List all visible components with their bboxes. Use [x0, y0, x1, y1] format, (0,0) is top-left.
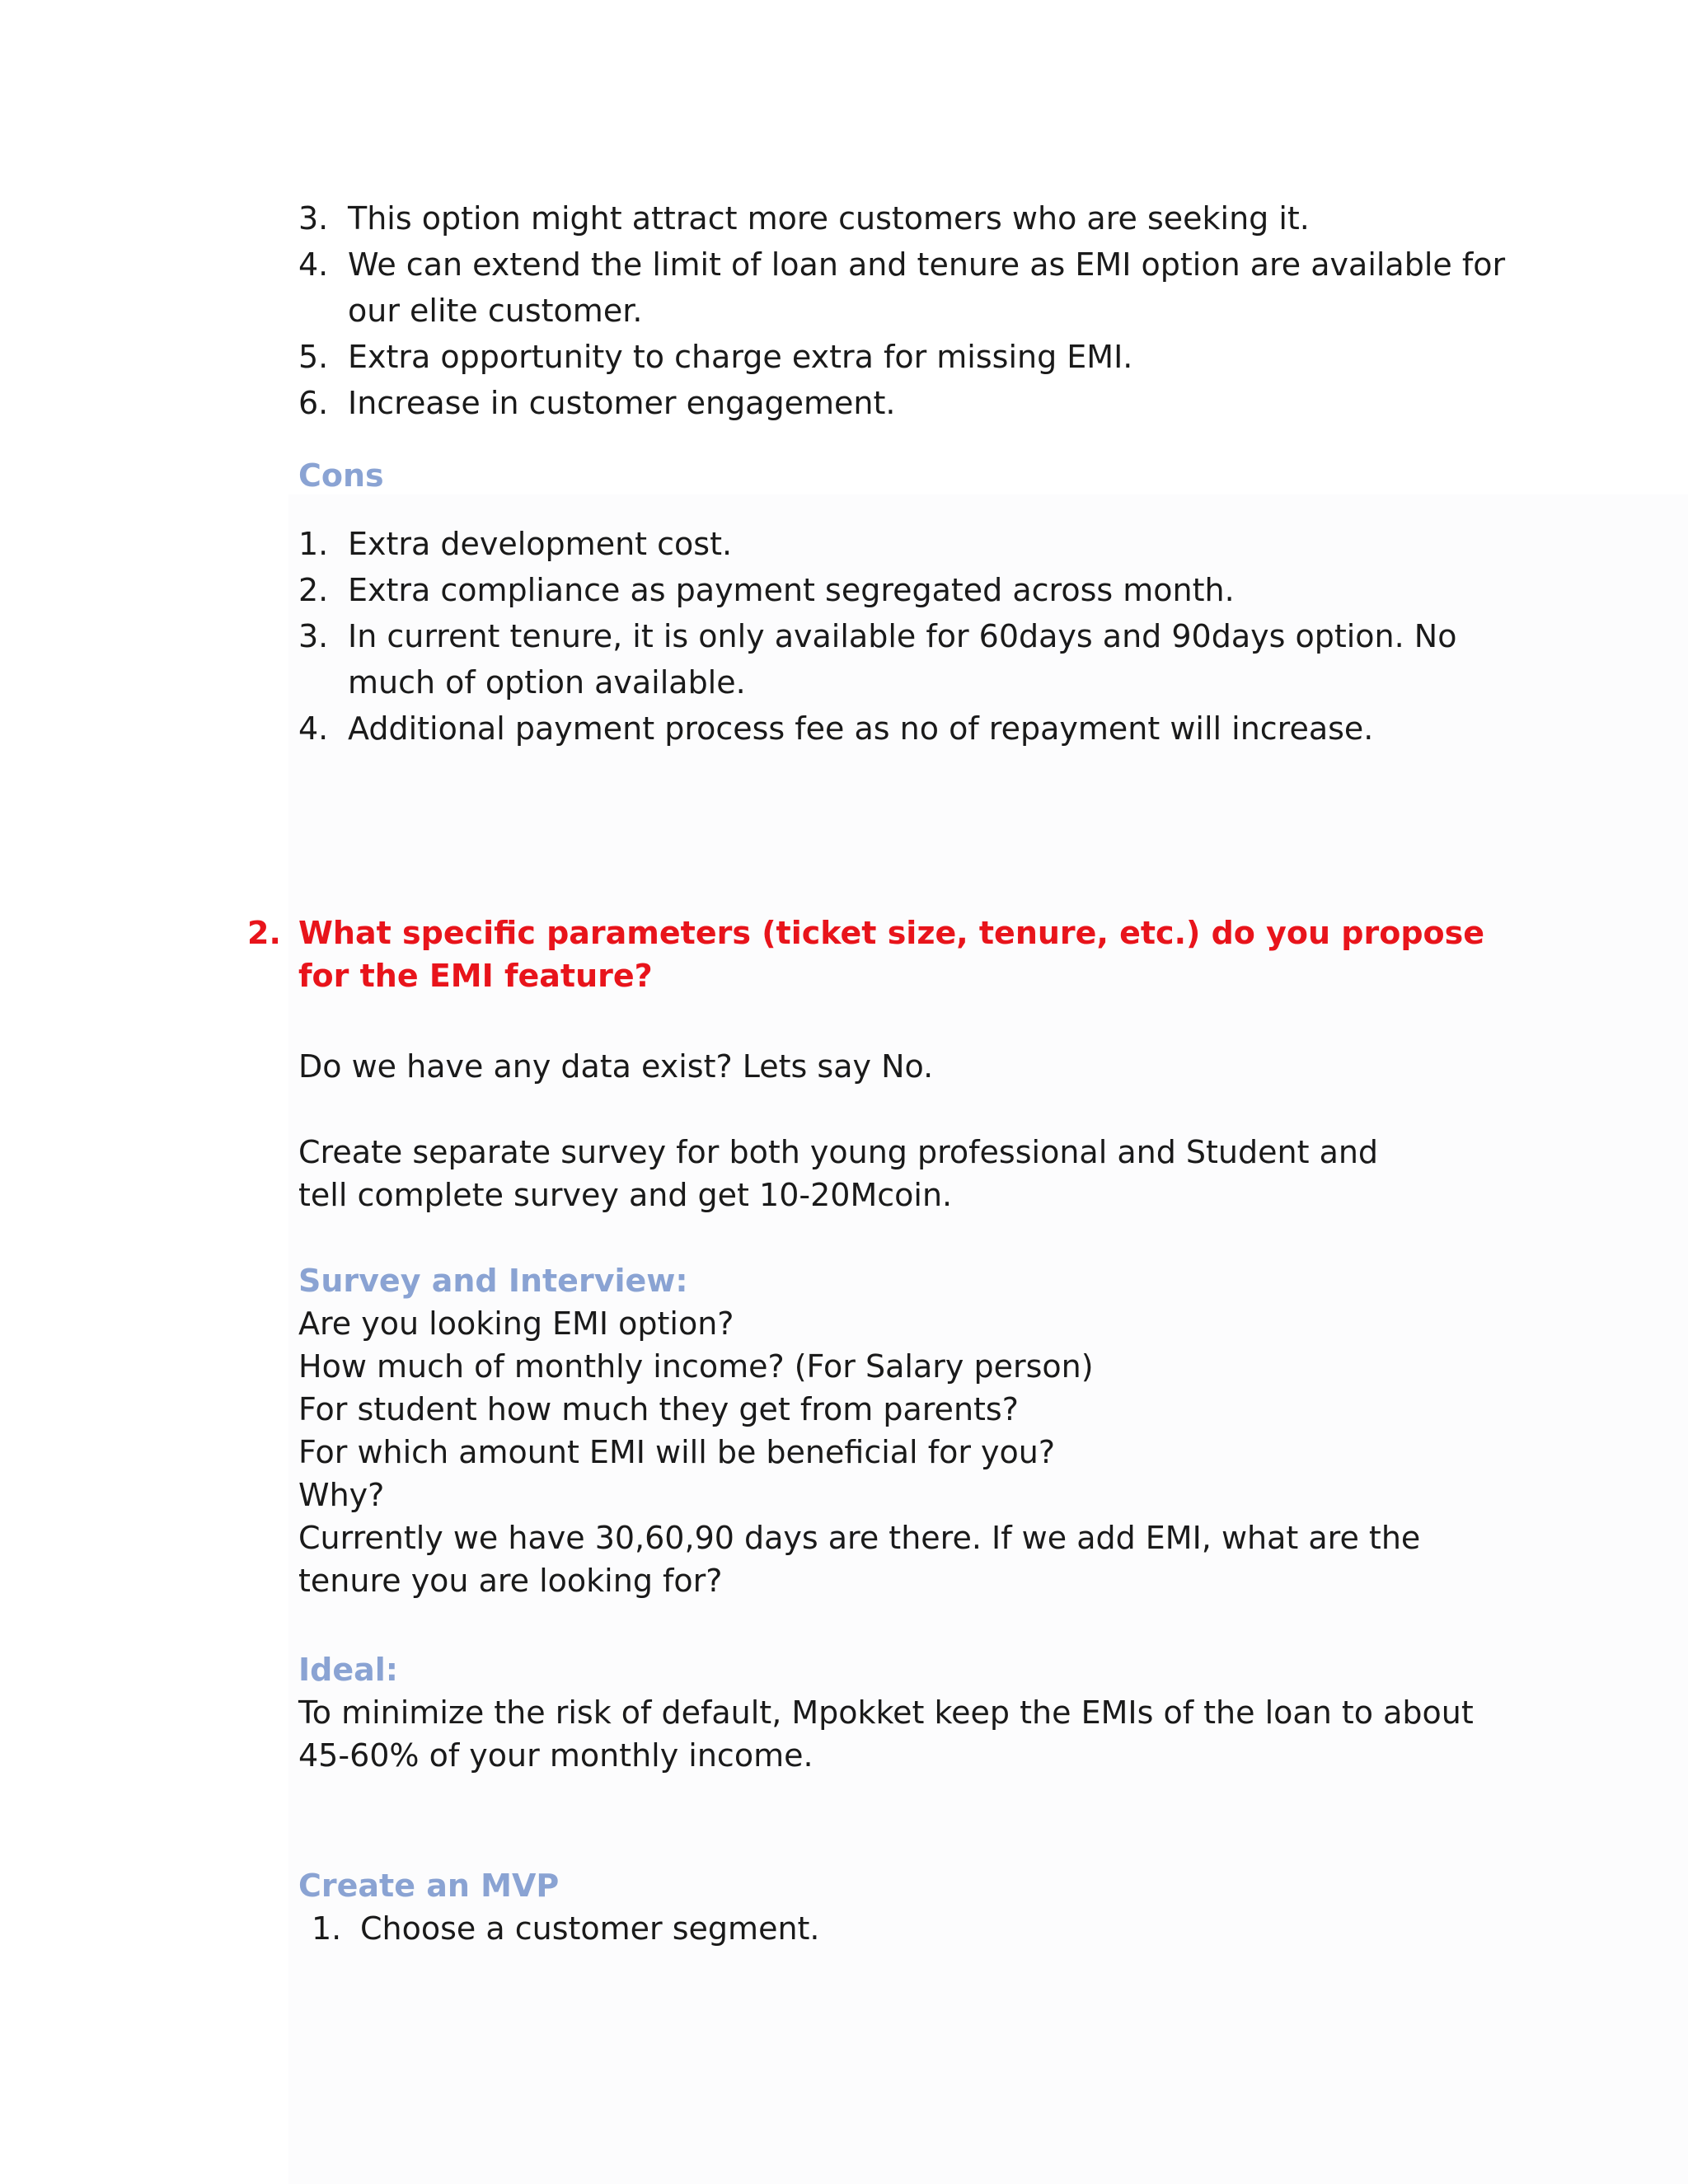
list-item: [0, 380, 1688, 426]
list-number: 4.: [298, 710, 329, 747]
list-item: [0, 195, 1688, 241]
ideal-heading: Ideal:: [298, 1652, 398, 1688]
survey-question: Currently we have 30,60,90 days are there. If we add EMI, what are the tenure you are looking for?: [298, 1520, 1421, 1599]
pros-list-section: [0, 195, 1688, 426]
survey-question: How much of monthly income? (For Salary person): [298, 1348, 1094, 1385]
cons-list-section: [0, 521, 1688, 752]
list-item: [0, 1905, 1688, 1952]
list-item: [0, 241, 1688, 334]
mvp-heading: Create an MVP: [298, 1868, 560, 1904]
data-exist-paragraph: Do we have any data exist? Lets say No.: [298, 1048, 934, 1085]
list-item: [0, 613, 1688, 705]
list-text: Extra compliance as payment segregated across month.: [348, 572, 1235, 608]
survey-questions: [298, 1302, 1485, 1602]
list-item: [0, 567, 1688, 613]
list-item: [0, 334, 1688, 380]
list-item: [0, 705, 1688, 752]
cons-heading: Cons: [298, 457, 384, 494]
survey-question: For student how much they get from parents?: [298, 1391, 1019, 1427]
mvp-list-section: [0, 1905, 1688, 1952]
list-number: 3.: [298, 200, 329, 237]
survey-question: Are you looking EMI option?: [298, 1305, 734, 1342]
list-text: We can extend the limit of loan and tenure as EMI option are available for our elite customer.: [348, 246, 1506, 329]
survey-intro-paragraph: Create separate survey for both young professional and Student and tell complete survey and get 10-20Mcoin.: [298, 1134, 1379, 1213]
survey-question: For which amount EMI will be beneficial for you?: [298, 1434, 1056, 1470]
list-text: Extra opportunity to charge extra for missing EMI.: [348, 339, 1133, 375]
cons-list: [0, 521, 1688, 752]
list-text: Choose a customer segment.: [360, 1910, 820, 1947]
list-item: [0, 521, 1688, 567]
pros-list: [0, 195, 1688, 426]
list-number: 2.: [298, 572, 329, 608]
ideal-paragraph: To minimize the risk of default, Mpokket keep the EMIs of the loan to about 45-60% of your monthly income.: [298, 1694, 1474, 1774]
mvp-list: [0, 1905, 1688, 1952]
list-text: Additional payment process fee as no of repayment will increase.: [348, 710, 1374, 747]
list-number: 1.: [298, 526, 329, 562]
survey-question: Why?: [298, 1477, 385, 1513]
list-text: Extra development cost.: [348, 526, 733, 562]
question-text: What specific parameters (ticket size, tenure, etc.) do you propose for the EMI feature?: [298, 915, 1485, 994]
list-number: 3.: [298, 618, 329, 654]
list-number: 4.: [298, 246, 329, 283]
list-number: 6.: [298, 385, 329, 421]
list-number: 5.: [298, 339, 329, 375]
list-text: Increase in customer engagement.: [348, 385, 896, 421]
list-text: In current tenure, it is only available for 60days and 90days option. No much of option available.: [348, 618, 1457, 701]
list-number: 1.: [312, 1910, 342, 1947]
list-text: This option might attract more customers who are seeking it.: [348, 200, 1310, 237]
question-heading: [247, 912, 1525, 997]
survey-heading: Survey and Interview:: [298, 1263, 688, 1299]
question-number: 2.: [247, 915, 281, 951]
